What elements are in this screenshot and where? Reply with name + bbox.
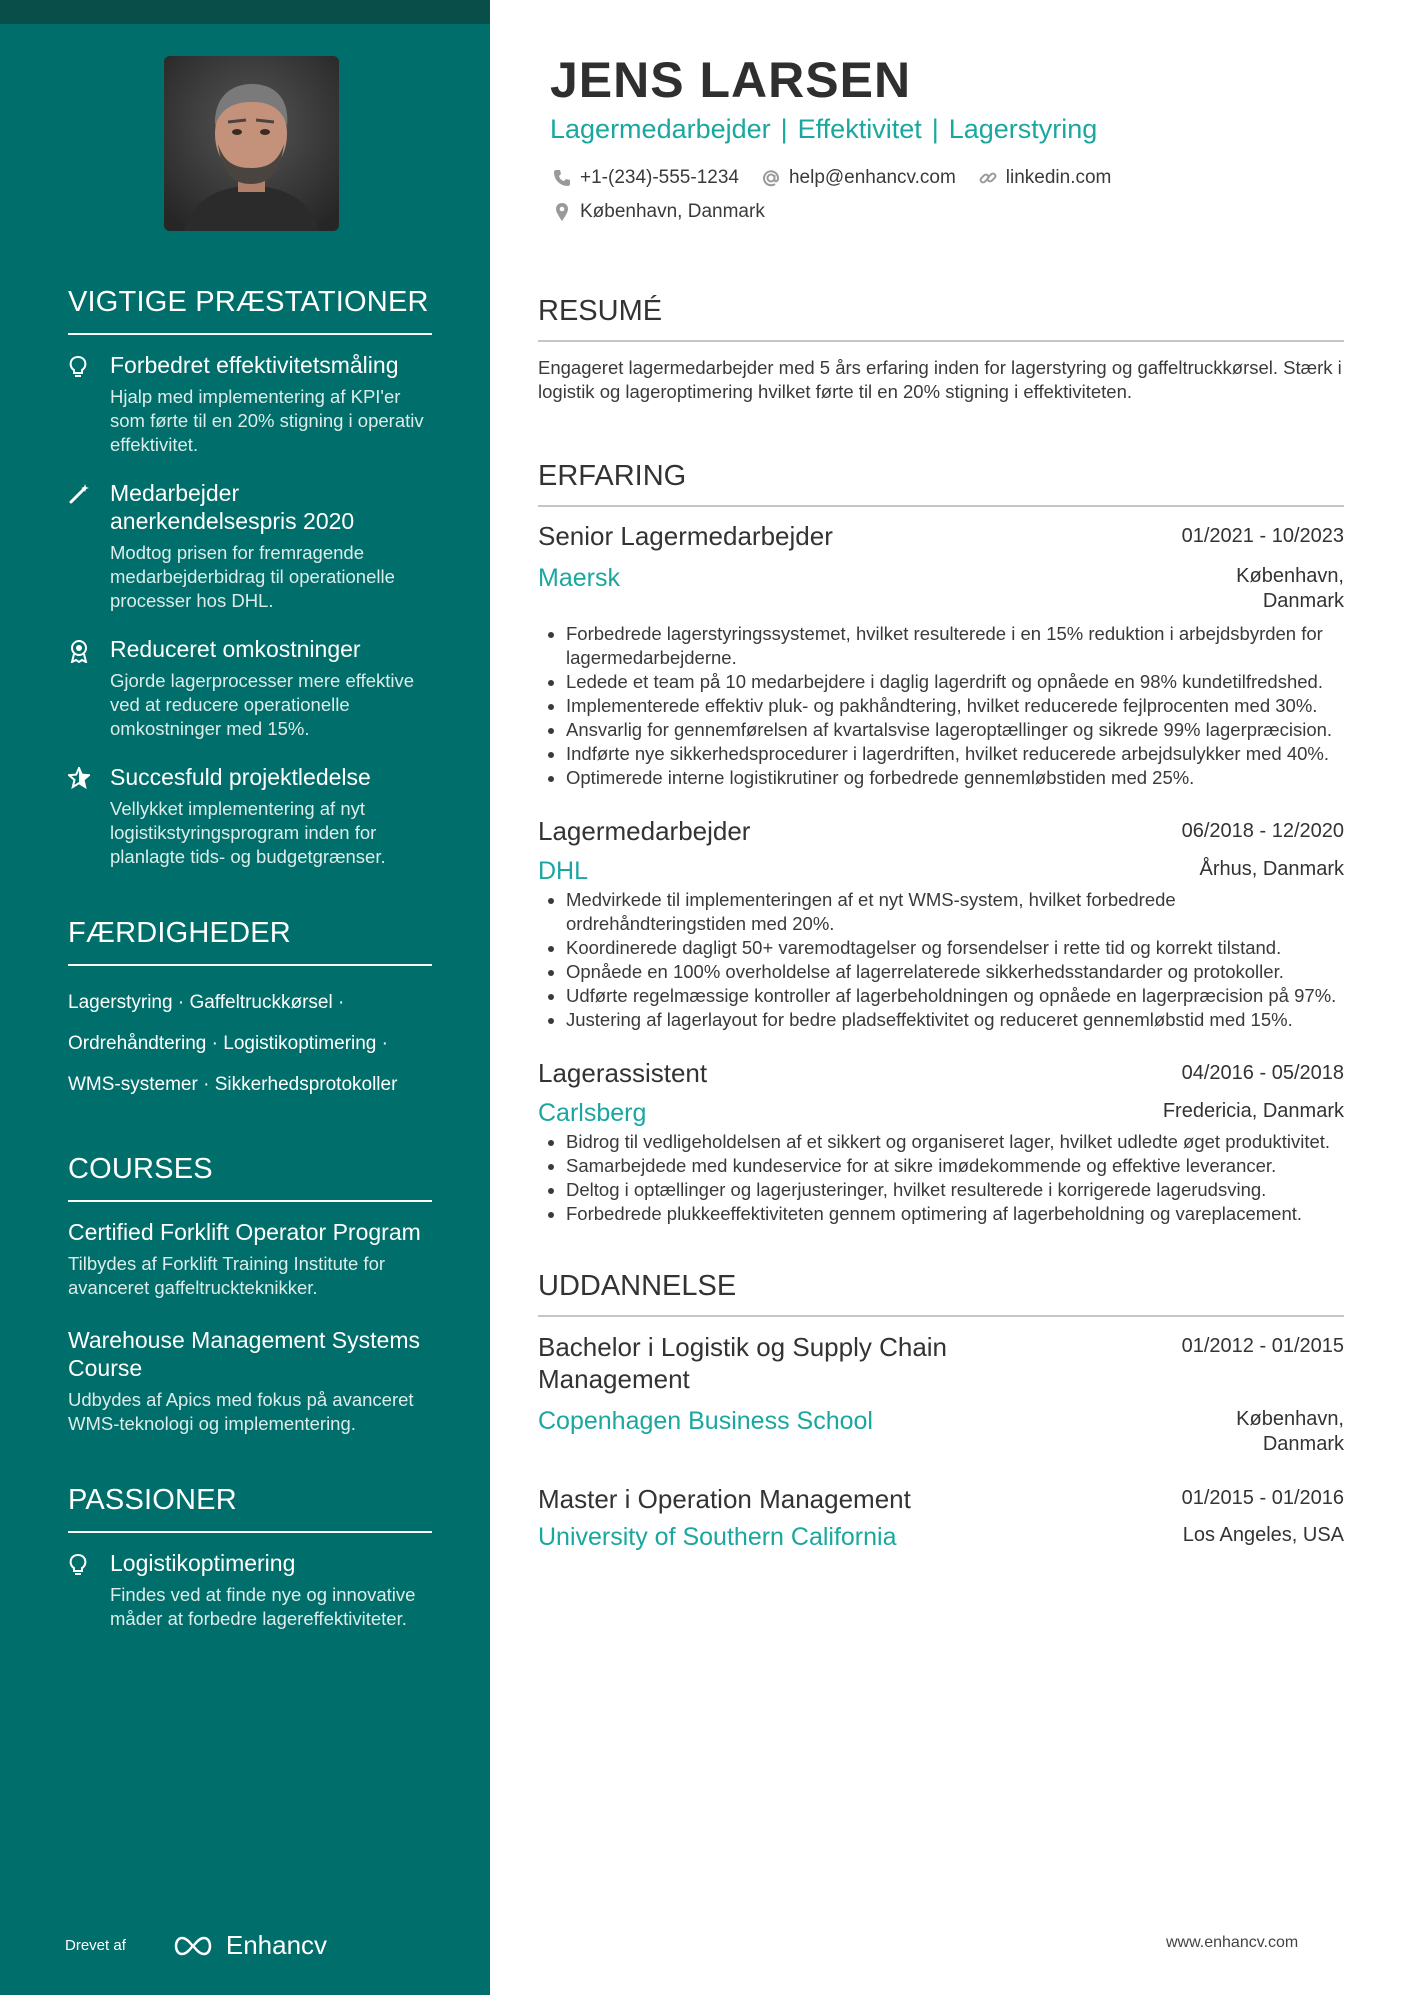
summary-title: RESUMÉ: [538, 295, 1344, 342]
courses-title: COURSES: [68, 1153, 432, 1202]
education-entry: [538, 1331, 1344, 1457]
education-location-line: Danmark: [1262, 1433, 1344, 1455]
lightbulb-icon: [68, 351, 92, 457]
candidate-name: JENS LARSEN: [550, 52, 912, 108]
list-item: • Bidrog til vedligeholdelsen af et sikkert og organiseret lager, hvilket udledte øget produktivitet.: [566, 1130, 1344, 1154]
list-item: • Opnåede en 100% overholdelse af lagerrelaterede sikkerhedsstandarder og protokoller.: [566, 960, 1344, 984]
headline: [550, 114, 1344, 145]
enhancv-logo[interactable]: [170, 1930, 327, 1961]
course-item: [68, 1218, 432, 1300]
headline-separator: |: [780, 114, 788, 144]
passion-item: [68, 1549, 432, 1631]
job-date: 01/2021 - 10/2023: [1181, 525, 1344, 547]
course-title: Certified Forklift Operator Program: [68, 1219, 421, 1245]
passions-section: [68, 1484, 432, 1631]
summary-text: Engageret lagermedarbejder med 5 års erfaring inden for lagerstyring og gaffeltruckkørsel. Stærk i logistik og lageroptimering hvilket førte til en 20% stigning i effektiviteten.: [538, 357, 1342, 402]
sidebar: [0, 0, 490, 1995]
school-name: Copenhagen Business School: [538, 1407, 873, 1435]
achievements-section: [68, 286, 432, 869]
powered-by: [65, 1930, 327, 1961]
list-item: • Justering af lagerlayout for bedre pladseffektivitet og reduceret gennemløbstid med 15%.: [566, 1008, 1344, 1032]
star-icon: [68, 763, 92, 869]
powered-by-label: Drevet af: [65, 1937, 126, 1954]
achievement-desc: Hjalp med implementering af KPI'er som førte til en 20% stigning i operativ effektivitet.: [110, 386, 424, 455]
location-contact: [552, 201, 765, 223]
job-date: 06/2018 - 12/2020: [1181, 820, 1344, 842]
location-text: København, Danmark: [580, 201, 765, 222]
achievement-item: [68, 351, 432, 457]
education-location: [1236, 1407, 1344, 1457]
headline-item: Effektivitet: [797, 114, 922, 144]
list-item: • Samarbejdede med kundeservice for at sikre imødekommende og effektive leverancer.: [566, 1154, 1344, 1178]
achievement-desc: Gjorde lagerprocesser mere effektive ved at reducere operationelle omkostninger med 15%.: [110, 670, 415, 739]
passions-title: PASSIONER: [68, 1484, 432, 1533]
course-title: Warehouse Management Systems Course: [68, 1327, 420, 1381]
job-title: Lagermedarbejder: [538, 816, 751, 846]
sidebar-top-bar: [0, 0, 490, 24]
job-bullets: [538, 888, 1344, 1032]
education-title: UDDANNELSE: [538, 1270, 1344, 1317]
award-medal-icon: [68, 635, 92, 741]
email-contact[interactable]: [761, 167, 956, 189]
profile-photo: [164, 56, 339, 231]
experience-title: ERFARING: [538, 460, 1344, 507]
skills-section: [68, 917, 432, 1105]
achievement-title: Reduceret omkostninger: [110, 636, 361, 662]
contact-info: [552, 167, 1344, 223]
company-name: Maersk: [538, 564, 620, 592]
education-date: 01/2015 - 01/2016: [1181, 1487, 1344, 1509]
list-item: • Koordinerede dagligt 50+ varemodtagelser og forsendelser i rette tid og korrekt tilstand.: [566, 936, 1344, 960]
phone-number: +1-(234)-555-1234: [580, 167, 739, 188]
list-item: • Ledede et team på 10 medarbejdere i daglig lagerdrift og opnåede en 98% kundetilfredshed.: [566, 670, 1344, 694]
list-item: • Forbedrede lagerstyringssystemet, hvilket resulterede i en 15% reduktion i arbejdsbyrden for lagermedarbejderne.: [566, 622, 1344, 670]
portrait-illustration: [164, 56, 339, 231]
job-date: 04/2016 - 05/2018: [1181, 1062, 1344, 1084]
job-location-line: Århus, Danmark: [1199, 858, 1344, 880]
brand-name: Enhancv: [225, 1930, 328, 1960]
job-location-line: København,: [1236, 565, 1344, 587]
email-address: help@enhancv.com: [788, 167, 956, 188]
link-icon: [978, 168, 998, 188]
achievement-title: Succesfuld projektledelse: [110, 764, 371, 790]
list-item: • Medvirkede til implementeringen af et nyt WMS-system, hvilket forbedrede ordrehåndteringstiden med 20%.: [566, 888, 1344, 936]
lightbulb-icon: [68, 1549, 92, 1631]
company-name: Carlsberg: [538, 1099, 647, 1127]
degree-title: Bachelor i Logistik og Supply Chain Management: [538, 1332, 948, 1394]
job-location-line: Danmark: [1262, 590, 1344, 612]
list-item: • Udførte regelmæssige kontroller af lagerbeholdningen og opnåede en lagerpræcision på 97%.: [566, 984, 1344, 1008]
school-name: University of Southern California: [538, 1523, 897, 1551]
degree-title: Master i Operation Management: [538, 1484, 911, 1514]
education-section: [538, 1270, 1344, 1552]
achievement-desc: Modtog prisen for fremragende medarbejderbidrag til operationelle processer hos DHL.: [110, 542, 395, 611]
phone-contact[interactable]: [552, 167, 739, 189]
linkedin-url: linkedin.com: [1005, 167, 1112, 188]
skills-line: WMS-systemer · Sikkerhedsprotokoller: [68, 1074, 398, 1095]
skills-title: FÆRDIGHEDER: [68, 917, 432, 966]
education-location-line: København,: [1236, 1408, 1344, 1430]
list-item: • Optimerede interne logistikrutiner og forbedrede gennemløbstiden med 25%.: [566, 766, 1344, 790]
list-item: • Indførte nye sikkerhedsprocedurer i lagerdriften, hvilket reducerede arbejdsulykker med 40%.: [566, 742, 1344, 766]
courses-section: [68, 1153, 432, 1436]
job-title: Lagerassistent: [538, 1058, 708, 1088]
education-location: [1183, 1523, 1344, 1548]
achievement-item: [68, 635, 432, 741]
map-pin-icon: [552, 202, 572, 222]
achievement-item: [68, 763, 432, 869]
course-desc: Tilbydes af Forklift Training Institute for avanceret gaffeltruckteknikker.: [68, 1253, 386, 1298]
skills-line: Ordrehåndtering · Logistikoptimering ·: [68, 1033, 388, 1054]
main-content: [538, 50, 1344, 1574]
linkedin-contact[interactable]: [978, 167, 1112, 189]
job-title: Senior Lagermedarbejder: [538, 521, 833, 551]
skills-list: [68, 982, 432, 1105]
job-location: [1200, 857, 1345, 882]
list-item: • Deltog i optællinger og lagerjusteringer, hvilket resulterede i korrigerede lagerudsving.: [566, 1178, 1344, 1202]
at-sign-icon: [761, 168, 781, 188]
headline-item: Lagerstyring: [948, 114, 1098, 144]
job-location-line: Fredericia, Danmark: [1162, 1100, 1344, 1122]
education-entry: [538, 1483, 1344, 1552]
job-location: [1236, 564, 1344, 614]
job-entry: [538, 816, 1344, 1032]
education-date: 01/2012 - 01/2015: [1181, 1335, 1344, 1357]
skills-line: Lagerstyring · Gaffeltruckkørsel ·: [68, 992, 345, 1013]
phone-icon: [552, 168, 572, 188]
course-item: [68, 1326, 432, 1436]
list-item: • Implementerede effektiv pluk- og pakhåndtering, hvilket reducerede fejlprocenten med 30%.: [566, 694, 1344, 718]
summary-section: [538, 295, 1344, 404]
achievement-desc: Vellykket implementering af nyt logistikstyringsprogram inden for planlagte tids- og budgetgrænser.: [110, 798, 386, 867]
list-item: • Ansvarlig for gennemførelsen af kvartalsvise lageroptællinger og sikrede 99% lagerpræcision.: [566, 718, 1344, 742]
job-bullets: [538, 622, 1344, 790]
job-bullets: [538, 1130, 1344, 1226]
achievements-title: VIGTIGE PRÆSTATIONER: [68, 286, 432, 335]
list-item: • Forbedrede plukkeeffektiviteten gennem optimering af lagerbeholdning og vareplacement.: [566, 1202, 1344, 1226]
headline-item: Lagermedarbejder: [550, 114, 771, 144]
achievement-item: [68, 479, 432, 613]
passion-title: Logistikoptimering: [110, 1550, 296, 1576]
company-name: DHL: [538, 857, 589, 885]
education-location-line: Los Angeles, USA: [1182, 1524, 1344, 1546]
magic-wand-icon: [68, 479, 92, 613]
infinity-logo-icon: [170, 1934, 216, 1958]
headline-separator: |: [931, 114, 939, 144]
achievement-title: Forbedret effektivitetsmåling: [110, 352, 399, 378]
course-desc: Udbydes af Apics med fokus på avanceret WMS-teknologi og implementering.: [68, 1389, 414, 1434]
job-location: [1163, 1099, 1344, 1124]
achievement-title: Medarbejder anerkendelsespris 2020: [110, 480, 355, 534]
experience-section: [538, 460, 1344, 1226]
passion-desc: Findes ved at finde nye og innovative måder at forbedre lagereffektiviteter.: [110, 1584, 416, 1629]
footer-url[interactable]: www.enhancv.com: [1166, 1934, 1299, 1951]
job-entry: [538, 1058, 1344, 1226]
job-entry: [538, 521, 1344, 790]
